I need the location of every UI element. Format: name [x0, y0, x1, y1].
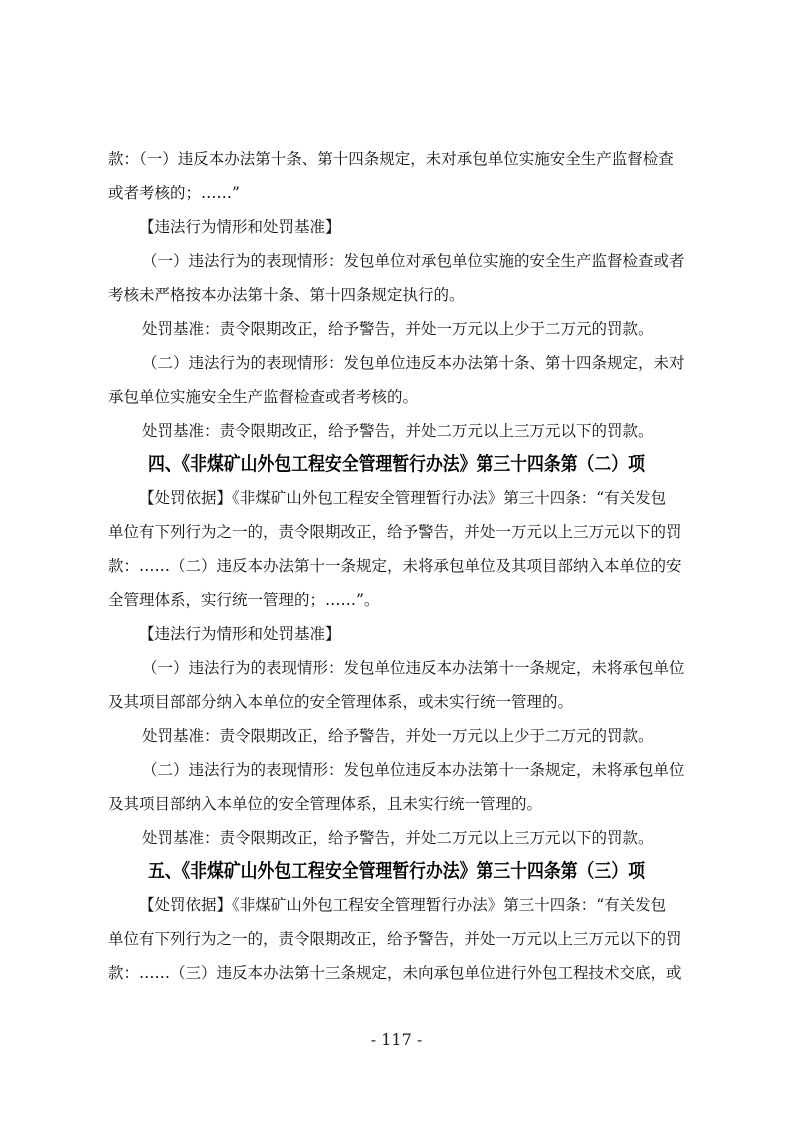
body-line: 单位有下列行为之一的，责令限期改正，给予警告，并处一万元以上三万元以下的罚 [108, 930, 682, 948]
body-line: 款：……（三）违反本办法第十三条规定，未向承包单位进行外包工程技术交底，或 [108, 964, 682, 982]
body-line: （一）违法行为的表现情形：发包单位对承包单位实施的安全生产监督检查或者 [142, 252, 685, 270]
body-line: 及其项目部部分纳入本单位的安全管理体系，或未实行统一管理的。 [108, 693, 574, 711]
body-line: 【处罚依据】《非煤矿山外包工程安全管理暂行办法》第三十四条：“有关发包 [139, 489, 667, 507]
body-line: 单位有下列行为之一的，责令限期改正，给予警告，并处一万元以上三万元以下的罚 [108, 523, 682, 541]
body-line: （二）违法行为的表现情形：发包单位违反本办法第十一条规定，未将承包单位 [142, 761, 685, 779]
body-line: 款：……（二）违反本办法第十一条规定，未将承包单位及其项目部纳入本单位的安 [108, 557, 682, 575]
page-number: - 117 - [370, 1030, 423, 1049]
body-line: 处罚基准：责令限期改正，给予警告，并处二万元以上三万元以下的罚款。 [142, 829, 654, 847]
body-line: 处罚基准：责令限期改正，给予警告，并处一万元以上少于二万元的罚款。 [142, 320, 654, 338]
body-line: 考核未严格按本办法第十条、第十四条规定执行的。 [108, 286, 465, 304]
body-line: 及其项目部纳入本单位的安全管理体系，且未实行统一管理的。 [108, 795, 543, 813]
body-line: 【处罚依据】《非煤矿山外包工程安全管理暂行办法》第三十四条：“有关发包 [139, 896, 667, 914]
body-line: 承包单位实施安全生产监督检查或者考核的。 [108, 388, 419, 406]
section-heading: 四、《非煤矿山外包工程安全管理暂行办法》第三十四条第（二）项 [148, 453, 645, 475]
body-line: （二）违法行为的表现情形：发包单位违反本办法第十条、第十四条规定，未对 [142, 354, 685, 372]
body-line: （一）违法行为的表现情形：发包单位违反本办法第十一条规定，未将承包单位 [142, 659, 685, 677]
body-line: 款：（一）违反本办法第十条、第十四条规定，未对承包单位实施安全生产监督检查 [108, 150, 674, 168]
subsection-heading: 【违法行为情形和处罚基准】 [139, 625, 341, 643]
subsection-heading: 【违法行为情形和处罚基准】 [139, 218, 341, 236]
body-line: 处罚基准：责令限期改正，给予警告，并处二万元以上三万元以下的罚款。 [142, 422, 654, 440]
body-line: 或者考核的；……” [108, 184, 240, 202]
body-line: 全管理体系，实行统一管理的；……”。 [108, 591, 380, 609]
body-line: 处罚基准：责令限期改正，给予警告，并处一万元以上少于二万元的罚款。 [142, 727, 654, 745]
section-heading: 五、《非煤矿山外包工程安全管理暂行办法》第三十四条第（三）项 [148, 860, 645, 882]
